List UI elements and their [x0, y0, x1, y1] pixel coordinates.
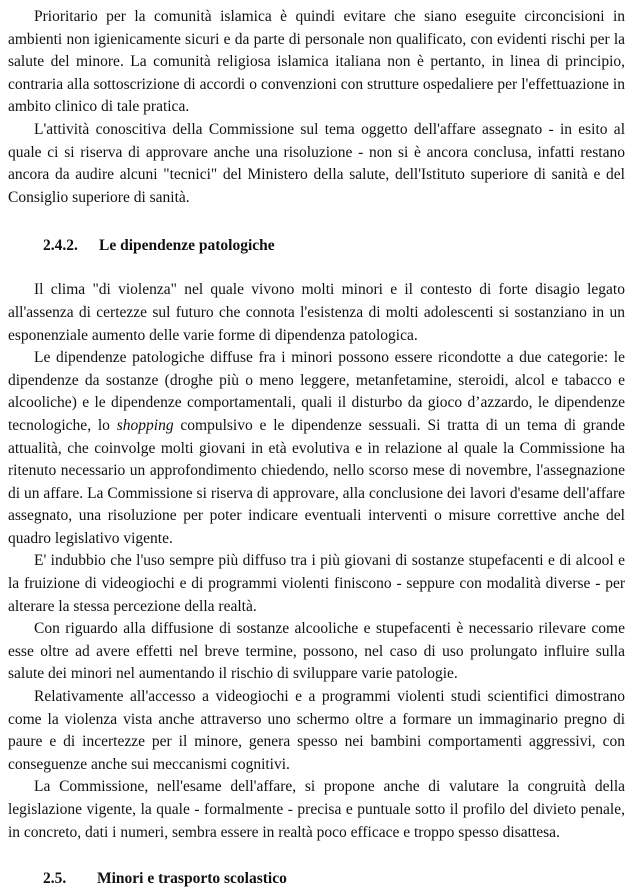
section-number: 2.5.	[43, 870, 67, 888]
paragraph: Prioritario per la comunità islamica è quindi evitare che siano eseguite circoncisioni in ambienti non igienicamente sicuri e da parte di personale non qualificato, con evidenti rischi per la salute del minore. La comunità religiosa islamica italiana non è pertanto, in linea di principio, contraria alla sottoscrizione di accordi o convenzioni con strutture ospedaliere per l'effettuazione in ambito clinico di tale pratica.	[8, 8, 625, 116]
paragraph: L'attività conoscitiva della Commissione sul tema oggetto dell'affare assegnato - in esito al quale ci si riserva di approvare anche una risoluzione - non si è ancora conclusa, infatti restano ancora da audire alcuni "tecnici" del Ministero della salute, dell'Istituto superiore di sanità e del Consiglio superiore di sanità.	[8, 120, 625, 206]
paragraph: Con riguardo alla diffusione di sostanze alcooliche e stupefacenti è necessario rilevare come esse oltre ad avere effetti nel breve termine, possono, nel caso di uso prolungato influire sulla salute dei minori nel aumentando il rischio di sviluppare varie patologie.	[8, 620, 625, 683]
section-heading-2-4-2	[8, 235, 625, 257]
section-heading-2-5	[8, 868, 625, 890]
paragraph-text: Le dipendenze patologiche diffuse fra i minori possono essere ricondotte a due categorie: le dipendenze da sostanze (droghe più o meno leggere, metanfetamine, steroidi, alcol e tabacco e alcooliche) e le dipendenze comportamentali, quali il disturbo da gioco d’azzardo, le dipendenze tecnologiche, lo	[8, 349, 625, 434]
paragraph: La Commissione, nell'esame dell'affare, si propone anche di valutare la congruità della legislazione vigente, la quale - formalmente - precisa e puntuale sotto il profilo del divieto penale, in concreto, dati i numeri, sembra essere in realtà poco efficace e troppo spesso disattesa.	[8, 778, 625, 841]
paragraph: E' indubbio che l'uso sempre più diffuso tra i più giovani di sostanze stupefacenti e di alcool e la fruizione di videogiochi e di programmi violenti finiscono - seppure con modalità diverse - per alterare la stessa percezione della realtà.	[8, 552, 625, 615]
paragraph: Il clima "di violenza" nel quale vivono molti minori e il contesto di forte disagio legato all'assenza di certezze sul futuro che connota l'esistenza di molti adolescenti si sostanziano in un esponenziale aumento delle varie forme di dipendenza patologica.	[8, 281, 625, 344]
section-title: Le dipendenze patologiche	[99, 237, 275, 255]
paragraph: Relativamente all'accesso a videogiochi e a programmi violenti studi scientifici dimostrano come la violenza vista anche attraverso uno schermo oltre a formare un immaginario pregno di paure e di incertezze per il minore, genera spesso nei bambini comportamenti aggressivi, con conseguenze anche sui meccanismi cognitivi.	[8, 688, 625, 773]
paragraph-text: compulsivo e le dipendenze sessuali. Si tratta di un tema di grande attualità, che coinvolge molti giovani in età evolutiva e in relazione al quale la Commissione ha ritenuto necessario un approfondimento chiedendo, nello scorso mese di novembre, l'assegnazione di un affare. La Commissione si riserva di approvare, alla conclusione dei lavori d'esame dell'affare assegnato, una risoluzione per poter indicare eventuali interventi o misure correttive anche del quadro legislativo vigente.	[8, 416, 625, 547]
emphasized-word: shopping	[116, 416, 174, 434]
document-page	[8, 6, 625, 890]
paragraph	[8, 347, 625, 550]
section-number: 2.4.2.	[43, 237, 78, 255]
section-title: Minori e trasporto scolastico	[97, 870, 287, 888]
